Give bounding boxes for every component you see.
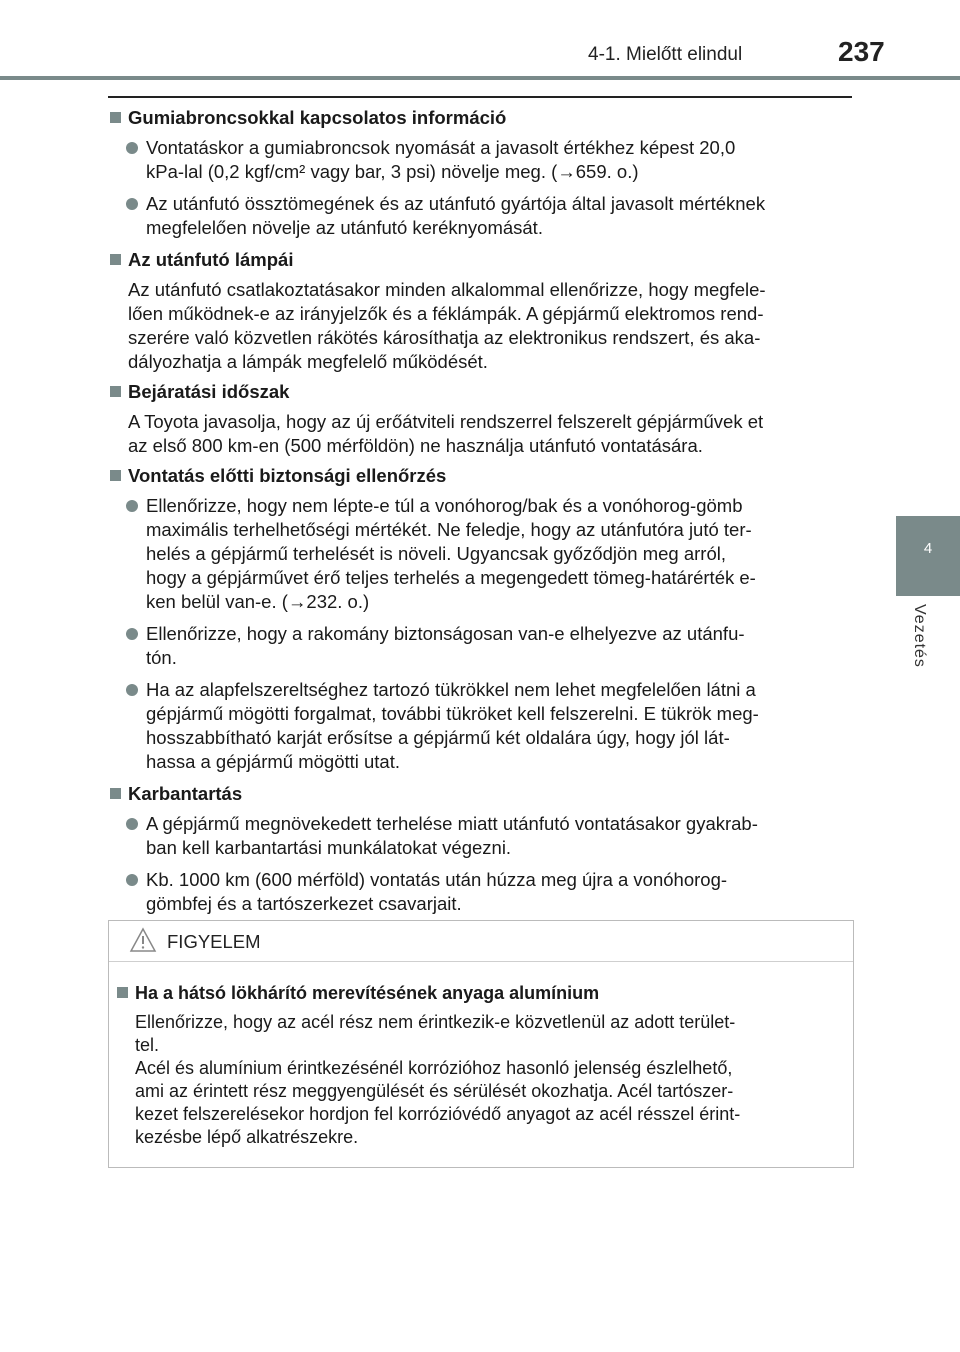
section-paragraph: A Toyota javasolja, hogy az új erőátviteli rendszerrel felszerelt gépjárművek et az első 800 km-en (500 mérföldön) ne használja utánfutó vontatására. <box>128 411 764 456</box>
warning-heading: Ha a hátsó lökhárító merevítésének anyaga alumínium <box>115 981 841 1005</box>
bullet-item: Vontatáskor a gumiabroncsok nyomását a javasolt értékhez képest 20,0 kPa-lal (0,2 kgf/cm² vagy bar, 3 psi) növelje meg. (→659. o.) <box>108 136 854 184</box>
circle-bullet-icon <box>126 500 138 512</box>
warning-paragraph: Ellenőrizze, hogy az acél rész nem érintkezik-e közvetlenül az adott terület- tel. Acél és alumínium érintkezésénél korrózióhoz hasonló jelenség észlelhető, ami az érintett rész meggyengülését és sérülését okozhatja. Acél tartószer- kezet felszerelésekor hordjon fel korrózióvédő anyagot az acél résszel érint- kezésbe lépő alkatrészekre. <box>135 1012 741 1147</box>
chapter-tab[interactable] <box>896 516 960 596</box>
circle-bullet-icon <box>126 818 138 830</box>
circle-bullet-icon <box>126 628 138 640</box>
chapter-number: 4 <box>923 540 933 557</box>
content-top-rule <box>108 96 852 98</box>
warning-triangle-icon <box>129 927 157 953</box>
section-heading: Az utánfutó lámpái <box>108 248 854 272</box>
square-bullet-icon <box>110 386 121 397</box>
circle-bullet-icon <box>126 198 138 210</box>
header-section-title: 4-1. Mielőtt elindul <box>588 44 743 65</box>
square-bullet-icon <box>110 112 121 123</box>
bullet-item: Ellenőrizze, hogy a rakomány biztonságosan van-e elhelyezve az utánfu- tón. <box>108 622 854 670</box>
page-number: 237 <box>838 36 885 67</box>
square-bullet-icon <box>110 254 121 265</box>
square-bullet-icon <box>110 470 121 481</box>
header-rule <box>0 76 960 80</box>
circle-bullet-icon <box>126 684 138 696</box>
square-bullet-icon <box>110 788 121 799</box>
square-bullet-icon <box>117 987 128 998</box>
bullet-item: A gépjármű megnövekedett terhelése miatt utánfutó vontatásakor gyakrab- ban kell karbantartási munkálatokat végezni. <box>108 812 854 860</box>
bullet-item: Az utánfutó össztömegének és az utánfutó gyártója által javasolt mértéknek megfelelően növelje az utánfutó keréknyomását. <box>108 192 854 240</box>
circle-bullet-icon <box>126 142 138 154</box>
section-heading: Vontatás előtti biztonsági ellenőrzés <box>108 464 854 488</box>
bullet-item: Ha az alapfelszereltséghez tartozó tükrökkel nem lehet megfelelően látni a gépjármű mögötti forgalmat, további tükröket kell felszerelni. E tükrök meg- hosszabbítható karját erősítse a gépjármű két oldalára úgy, hogy jól lát- hassa a gépjármű mögötti utat. <box>108 678 854 774</box>
bullet-item: Ellenőrizze, hogy nem lépte-e túl a vonóhorog/bak és a vonóhorog-gömb maximális terhelhetőségi mértékét. Ne feledje, hogy az utánfutóra jutó ter- helés a gépjármű terhelését is növeli. Ugyancsak győződjön meg arról, hogy a gépjárművet érő teljes terhelés a megengedett tömeg-határérték e- ken belül van-e. (→232. o.) <box>108 494 854 614</box>
section-heading: Bejáratási időszak <box>108 380 854 404</box>
main-content <box>108 106 854 924</box>
warning-box <box>108 920 854 1168</box>
section-heading: Gumiabroncsokkal kapcsolatos információ <box>108 106 854 130</box>
chapter-label: Vezetés <box>911 604 928 668</box>
bullet-item: Kb. 1000 km (600 mérföld) vontatás után húzza meg újra a vonóhorog- gömbfej és a tartószerkezet csavarjait. <box>108 868 854 916</box>
section-heading: Karbantartás <box>108 782 854 806</box>
warning-title: FIGYELEM <box>167 931 261 952</box>
section-paragraph: Az utánfutó csatlakoztatásakor minden alkalommal ellenőrizze, hogy megfele- lően működnek-e az irányjelzők és a féklámpák. A gépjármű elektromos rend- szerére való közvetlen rákötés károsíthatja az elektronikus rendszert, és aka- dályozhatja a lámpák megfelelő működését. <box>128 279 766 372</box>
warning-body <box>115 981 841 1155</box>
warning-header <box>109 921 853 962</box>
circle-bullet-icon <box>126 874 138 886</box>
